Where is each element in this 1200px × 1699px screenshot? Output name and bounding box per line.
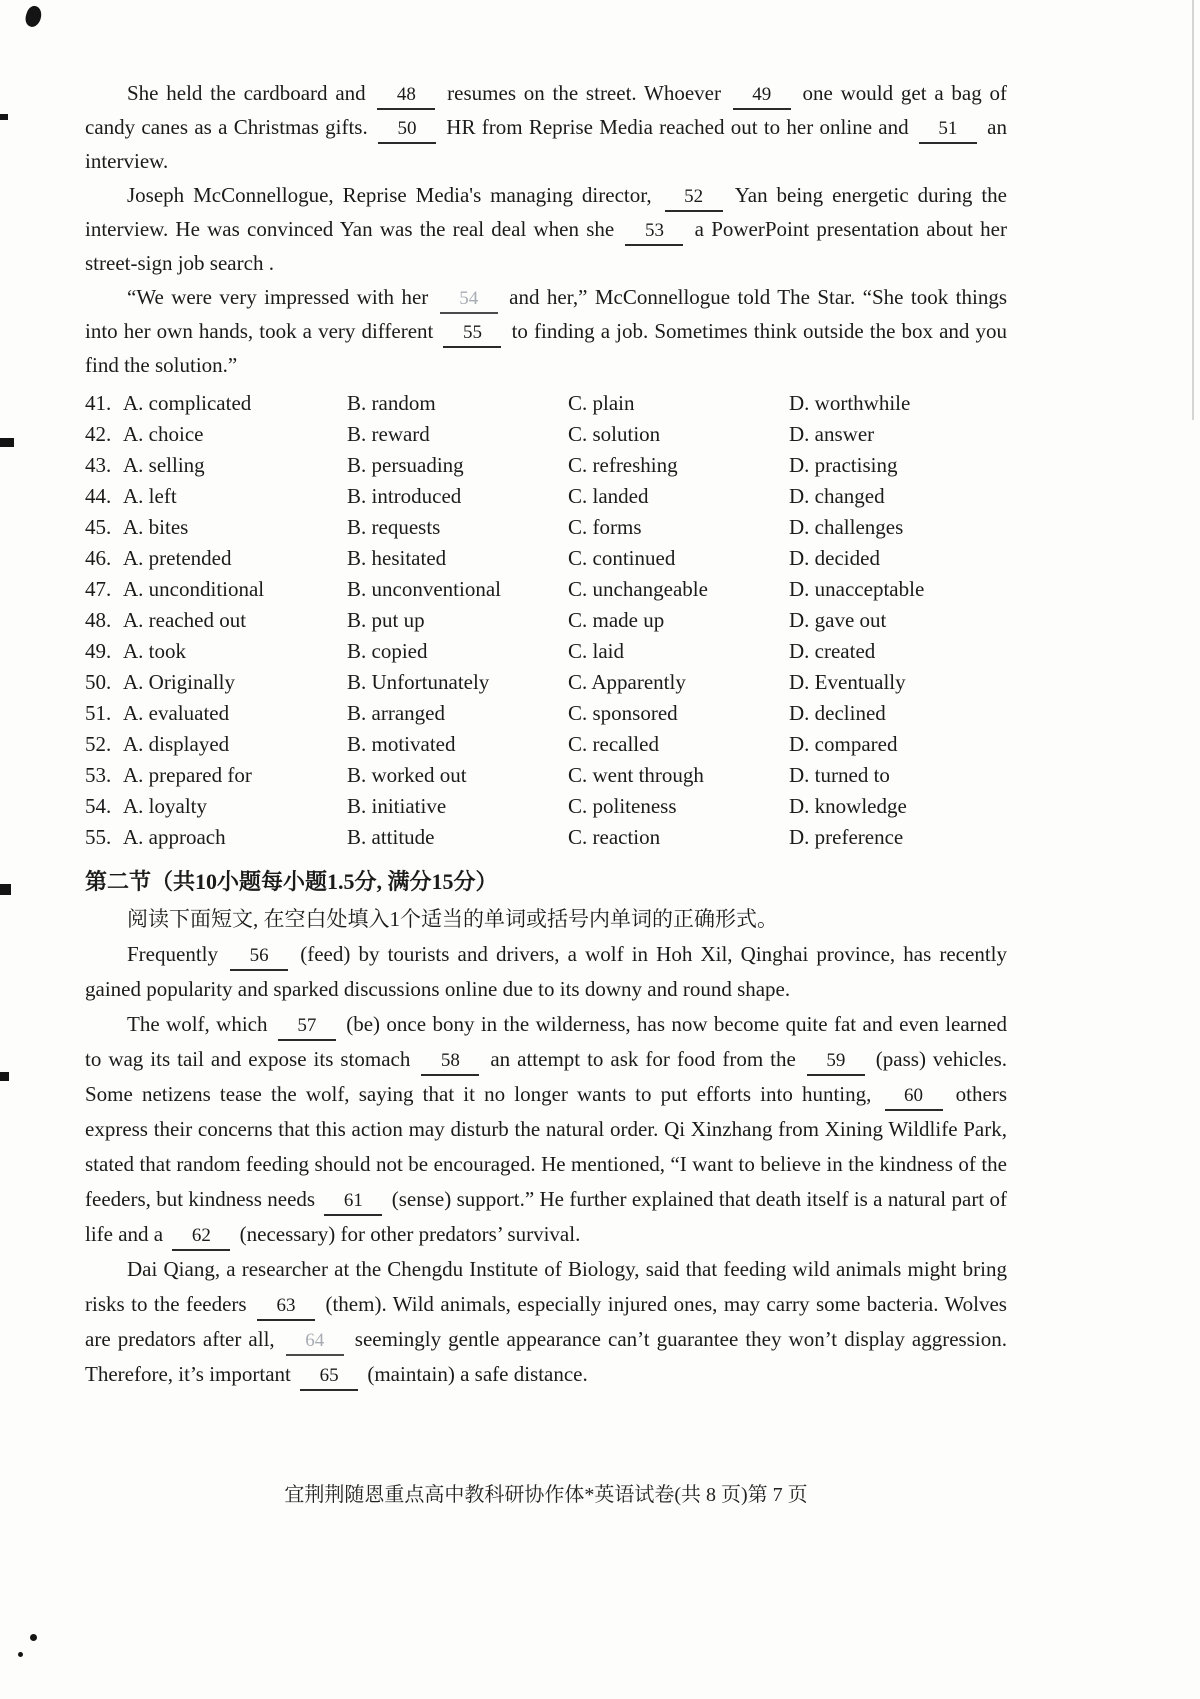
question-number: 43. (85, 453, 112, 477)
option-d: D. knowledge (789, 794, 907, 818)
option-row (85, 574, 1007, 605)
option-a: A. prepared for (123, 763, 252, 787)
passage-text: (feed) by tourists and drivers, a wolf in Hoh Xil, Qinghai province, has recently gained popularity and sparked discussions online due to its downy and round shape. (85, 942, 1007, 1001)
option-b: B. initiative (347, 794, 447, 818)
scan-artifact (30, 1634, 37, 1641)
blank-53: 53 (625, 219, 683, 246)
option-c: C. went through (568, 763, 704, 787)
option-c: C. recalled (568, 732, 659, 756)
passage-text: (be) once bony in the wilderness, has now become quite fat and even learned to wag its tail and expose its stomach (85, 1012, 1007, 1071)
option-c: C. forms (568, 515, 642, 539)
question-number: 49. (85, 639, 112, 663)
passage-text: to finding a job. Sometimes think outside the box and you find the solution.” (85, 319, 1007, 377)
passage-text: (necessary) for other predators’ survival. (234, 1222, 581, 1246)
passage-text: seemingly gentle appearance can’t guarantee they won’t display aggression. Therefore, it’s important (85, 1327, 1007, 1386)
option-a: A. evaluated (123, 701, 230, 725)
option-row (85, 791, 1007, 822)
option-c: C. Apparently (568, 670, 686, 694)
option-b: B. worked out (347, 763, 467, 787)
passage-text: an interview. (85, 115, 1007, 173)
option-b: B. motivated (347, 732, 456, 756)
blank-51: 51 (919, 117, 977, 144)
question-number: 51. (85, 701, 112, 725)
option-b: B. requests (347, 515, 441, 539)
option-d: D. practising (789, 453, 898, 477)
passage-text: (maintain) a safe distance. (362, 1362, 588, 1386)
question-number: 52. (85, 732, 112, 756)
option-a: A. reached out (123, 608, 247, 632)
scan-artifact (18, 1652, 23, 1657)
option-row (85, 450, 1007, 481)
passage-text: (pass) vehicles. Some netizens tease the wolf, saying that it no longer wants to put efforts into hunting, (85, 1047, 1007, 1106)
passage-paragraph (85, 1007, 1007, 1252)
question-number: 45. (85, 515, 112, 539)
option-row (85, 512, 1007, 543)
passage-text: a PowerPoint presentation about her street-sign job search . (85, 217, 1007, 275)
option-b: B. persuading (347, 453, 464, 477)
option-row (85, 636, 1007, 667)
option-d: D. compared (789, 732, 898, 756)
passage-text: (them). Wild animals, especially injured ones, may carry some bacteria. Wolves are predators after all, (85, 1292, 1007, 1351)
passage-paragraph (85, 280, 1007, 382)
passage-text: one would get a bag of candy canes as a Christmas gifts. (85, 81, 1007, 139)
question-number: 55. (85, 825, 112, 849)
option-c: C. plain (568, 391, 635, 415)
option-c: C. made up (568, 608, 665, 632)
option-c: C. landed (568, 484, 649, 508)
blank-65: 65 (300, 1364, 358, 1391)
blank-59: 59 (807, 1049, 865, 1076)
option-c: C. politeness (568, 794, 677, 818)
option-d: D. Eventually (789, 670, 906, 694)
option-d: D. answer (789, 422, 875, 446)
section2-title: 第二节（共10小题每小题1.5分, 满分15分） (85, 869, 498, 894)
passage-paragraph (85, 178, 1007, 280)
option-b: B. reward (347, 422, 430, 446)
option-row (85, 388, 1007, 419)
option-row (85, 481, 1007, 512)
option-b: B. unconventional (347, 577, 501, 601)
passage-paragraph (85, 937, 1007, 1007)
option-b: B. hesitated (347, 546, 447, 570)
option-b: B. Unfortunately (347, 670, 490, 694)
option-a: A. unconditional (123, 577, 265, 601)
scan-artifact (23, 4, 44, 29)
question-number: 47. (85, 577, 112, 601)
option-b: B. introduced (347, 484, 462, 508)
blank-62: 62 (172, 1224, 230, 1251)
cloze-passage (85, 76, 1007, 382)
footer-text: 宜荆荆随恩重点高中教科研协作体*英语试卷(共 8 页)第 7 页 (284, 1484, 808, 1506)
passage-text: and her,” McConnellogue told The Star. “She took things into her own hands, took a very different (85, 285, 1007, 343)
blank-60: 60 (885, 1084, 943, 1111)
scan-artifact (0, 1072, 9, 1081)
option-a: A. complicated (123, 391, 252, 415)
option-a: A. selling (123, 453, 205, 477)
option-a: A. Originally (123, 670, 235, 694)
option-b: B. attitude (347, 825, 435, 849)
passage-text: Yan being energetic during the interview. He was convinced Yan was the real deal when she (85, 183, 1008, 241)
question-number: 50. (85, 670, 112, 694)
question-number: 48. (85, 608, 112, 632)
option-a: A. approach (123, 825, 226, 849)
option-b: B. random (347, 391, 436, 415)
blank-56: 56 (230, 944, 288, 971)
blank-54: 54 (440, 287, 498, 314)
blank-50: 50 (378, 117, 436, 144)
option-row (85, 543, 1007, 574)
blank-48: 48 (377, 83, 435, 110)
option-c: C. laid (568, 639, 624, 663)
option-row (85, 698, 1007, 729)
scan-artifact (1192, 0, 1194, 420)
option-b: B. arranged (347, 701, 445, 725)
option-c: C. solution (568, 422, 661, 446)
blank-57: 57 (278, 1014, 336, 1041)
option-d: D. turned to (789, 763, 890, 787)
option-d: D. gave out (789, 608, 887, 632)
option-c: C. continued (568, 546, 676, 570)
options-table (85, 388, 1007, 853)
question-number: 42. (85, 422, 112, 446)
passage-text: The wolf, which (127, 1012, 274, 1036)
section2-instruction: 阅读下面短文, 在空白处填入1个适当的单词或括号内单词的正确形式。 (127, 907, 778, 931)
option-row (85, 729, 1007, 760)
option-a: A. pretended (123, 546, 232, 570)
option-d: D. worthwhile (789, 391, 911, 415)
option-a: A. loyalty (123, 794, 207, 818)
scan-artifact (0, 438, 14, 447)
option-d: D. challenges (789, 515, 904, 539)
passage-text: She held the cardboard and (127, 81, 374, 105)
blank-61: 61 (324, 1189, 382, 1216)
option-d: D. unacceptable (789, 577, 925, 601)
passage-text: (sense) support.” He further explained that death itself is a natural part of life and a (85, 1187, 1007, 1246)
passage-paragraph (85, 1252, 1007, 1392)
scan-artifact (0, 884, 11, 895)
passage-text: Joseph McConnellogue, Reprise Media's managing director, (127, 183, 661, 207)
option-row (85, 822, 1007, 853)
blank-55: 55 (443, 321, 501, 348)
question-number: 44. (85, 484, 112, 508)
section2-passage (85, 937, 1007, 1392)
passage-paragraph (85, 76, 1007, 178)
option-c: C. reaction (568, 825, 661, 849)
passage-text: Dai Qiang, a researcher at the Chengdu Institute of Biology, said that feeding wild animals might bring risks to the feeders (85, 1257, 1007, 1316)
passage-text: “We were very impressed with her (127, 285, 436, 309)
option-c: C. refreshing (568, 453, 678, 477)
option-row (85, 760, 1007, 791)
passage-text: resumes on the street. Whoever (439, 81, 729, 105)
option-c: C. sponsored (568, 701, 678, 725)
page-footer (85, 1478, 1007, 1507)
option-a: A. bites (123, 515, 189, 539)
option-row (85, 419, 1007, 450)
option-a: A. displayed (123, 732, 230, 756)
scan-artifact (0, 114, 8, 120)
question-number: 54. (85, 794, 112, 818)
option-c: C. unchangeable (568, 577, 708, 601)
passage-text: Frequently (127, 942, 227, 966)
option-d: D. changed (789, 484, 885, 508)
option-d: D. created (789, 639, 876, 663)
passage-text: an attempt to ask for food from the (483, 1047, 803, 1071)
blank-52: 52 (665, 185, 723, 212)
option-a: A. choice (123, 422, 204, 446)
option-a: A. left (123, 484, 177, 508)
option-b: B. put up (347, 608, 425, 632)
blank-49: 49 (733, 83, 791, 110)
blank-64: 64 (286, 1329, 344, 1356)
option-d: D. preference (789, 825, 904, 849)
option-row (85, 667, 1007, 698)
option-b: B. copied (347, 639, 428, 663)
question-number: 46. (85, 546, 112, 570)
option-row (85, 605, 1007, 636)
option-a: A. took (123, 639, 186, 663)
page-content (85, 76, 1007, 1392)
question-number: 41. (85, 391, 112, 415)
blank-63: 63 (257, 1294, 315, 1321)
option-d: D. declined (789, 701, 886, 725)
passage-text: others express their concerns that this action may disturb the natural order. Qi Xinzhang from Xining Wildlife Park, stated that random feeding should not be encouraged. He mentioned, “I want to believe in the kindness of the feeders, but kindness needs (85, 1082, 1007, 1211)
passage-text: HR from Reprise Media reached out to her online and (440, 115, 915, 139)
option-d: D. decided (789, 546, 880, 570)
question-number: 53. (85, 763, 112, 787)
blank-58: 58 (421, 1049, 479, 1076)
